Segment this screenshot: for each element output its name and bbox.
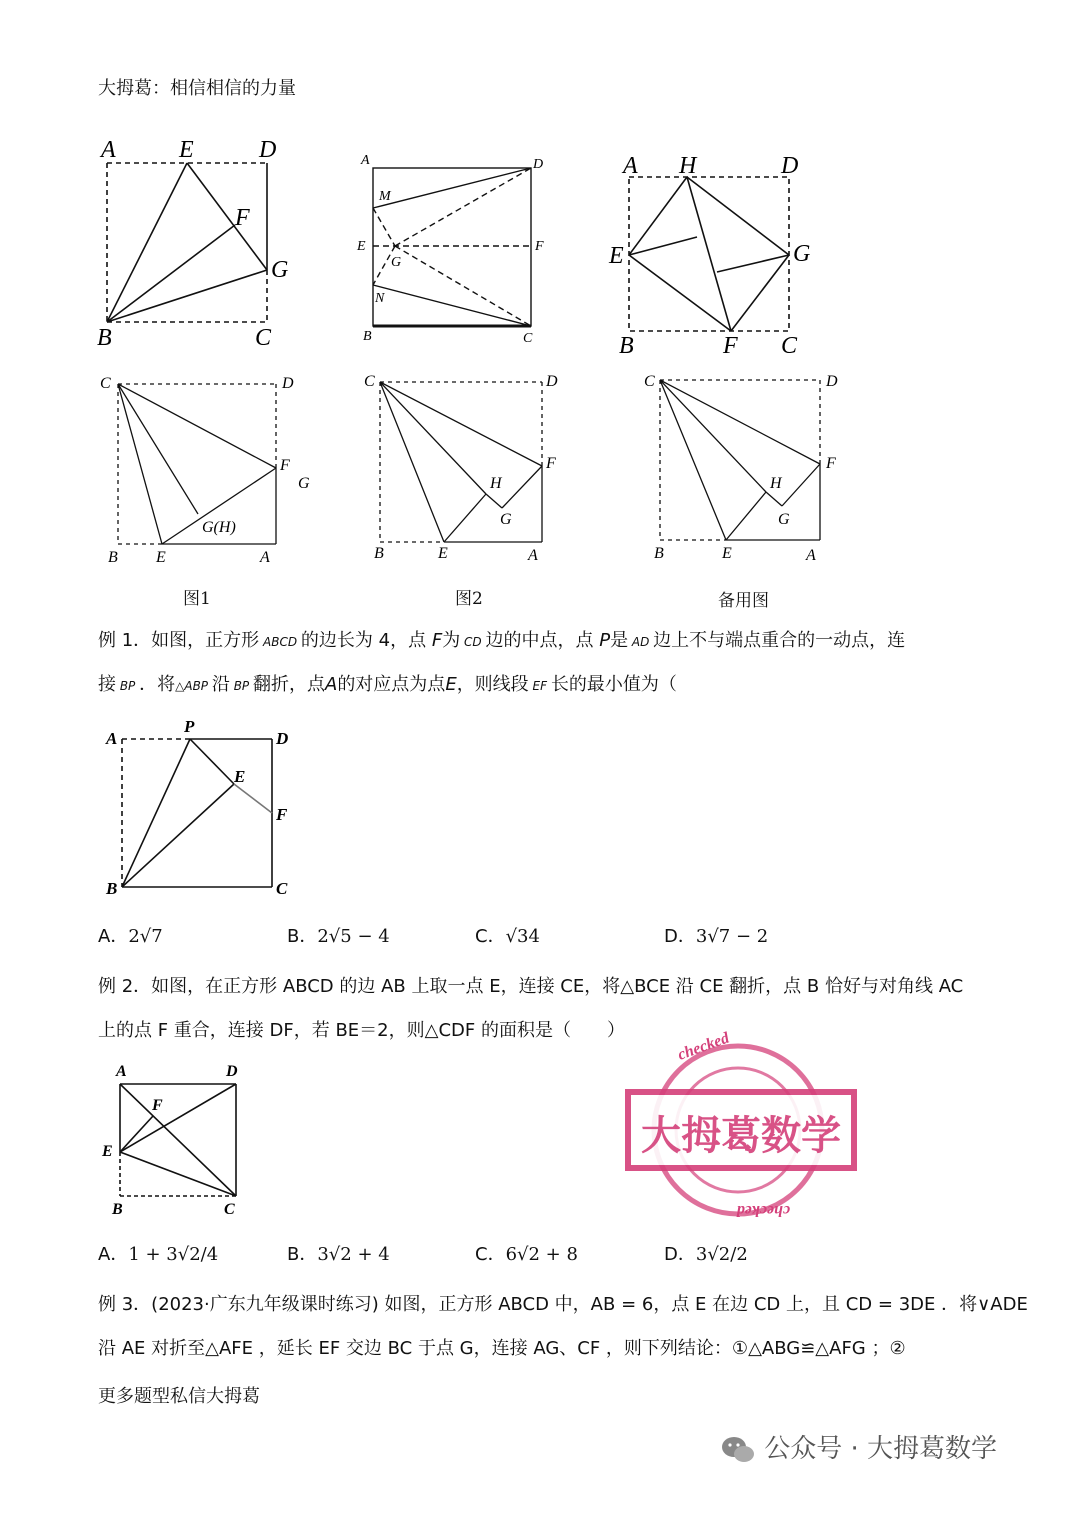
- stamp-title: 大拇葛数学: [641, 1113, 841, 1159]
- label: F: [152, 1097, 163, 1114]
- label: E: [357, 239, 366, 254]
- label: G: [500, 511, 512, 528]
- label: E: [722, 545, 732, 562]
- caption-fig2: 图2: [455, 589, 483, 609]
- footer-watermark: 公众号 · 大拇葛数学: [720, 1428, 997, 1465]
- ex3-line1: 例 3．(2023·广东九年级课时练习) 如图，正方形 ABCD 中，AB = 6，点 E 在边 CD 上，且 CD = 3DE ．将∨ADE: [98, 1294, 1028, 1315]
- label: A: [528, 547, 538, 564]
- label: H: [770, 475, 782, 492]
- label: D: [826, 373, 838, 390]
- label: C: [276, 879, 288, 898]
- label: C: [364, 373, 375, 390]
- label: D: [546, 373, 558, 390]
- ex1-line1: 例 1．如图，正方形 ABCD 的边长为 4，点 F为 CD 边的中点，点 P是 AD 边上不与端点重合的一动点，连: [98, 630, 906, 651]
- label: B: [619, 333, 634, 359]
- caption-fig1: 图1: [183, 589, 211, 609]
- ex2-option-d: D．3√2/2: [664, 1244, 748, 1265]
- label: F: [535, 239, 544, 254]
- caption-backup: 备用图: [718, 591, 769, 611]
- label: B: [363, 329, 372, 344]
- more-note: 更多题型私信大拇葛: [98, 1386, 260, 1407]
- figure-ex1: [98, 712, 308, 902]
- label: E: [102, 1143, 113, 1160]
- label: B: [108, 549, 118, 566]
- figure-bottom-2: [362, 368, 572, 568]
- label: B: [374, 545, 384, 562]
- figure-bottom-1: [100, 370, 320, 570]
- checked-stamp: [620, 1030, 860, 1230]
- label: D: [781, 153, 799, 179]
- label: G: [298, 475, 310, 492]
- wechat-icon: [720, 1435, 756, 1465]
- label: D: [226, 1063, 238, 1080]
- label: C: [255, 325, 272, 350]
- label: C: [100, 375, 111, 392]
- ex1-option-b: B．2√5 − 4: [287, 926, 390, 947]
- label: D: [533, 157, 544, 172]
- label: B: [112, 1201, 123, 1218]
- label: A: [106, 729, 118, 748]
- label: C: [224, 1201, 235, 1218]
- label: B: [654, 545, 664, 562]
- label: A: [101, 137, 116, 163]
- label: F: [280, 457, 290, 474]
- label: D: [276, 729, 289, 748]
- ex1-option-d: D．3√7 − 2: [664, 926, 769, 947]
- ex2-option-b: B．3√2 + 4: [287, 1244, 390, 1265]
- label: D: [259, 137, 277, 163]
- label: D: [282, 375, 294, 392]
- ex1-line2: 接 BP ．将△ABP 沿 BP 翻折，点A的对应点为点E，则线段 EF 长的最小值为（: [98, 674, 677, 695]
- label: F: [546, 455, 556, 472]
- ex2-line2: 上的点 F 重合，连接 DF，若 BE＝2，则△CDF 的面积是（ ）: [98, 1020, 625, 1041]
- label: F: [723, 333, 738, 359]
- label: G: [793, 241, 811, 267]
- label: E: [156, 549, 166, 566]
- label: N: [375, 291, 385, 306]
- figure-ex2: [98, 1058, 258, 1218]
- label: G: [778, 511, 790, 528]
- ex2-line1: 例 2．如图，在正方形 ABCD 的边 AB 上取一点 E，连接 CE，将△BCE 沿 CE 翻折，点 B 恰好与对角线 AC: [98, 976, 964, 997]
- ex1-option-c: C．√34: [475, 926, 540, 947]
- label: G: [391, 255, 402, 270]
- label: A: [361, 153, 370, 168]
- label: A: [623, 153, 638, 179]
- ex2-option-c: C．6√2 + 8: [475, 1244, 578, 1265]
- label: E: [609, 243, 624, 269]
- label: A: [806, 547, 816, 564]
- label: B: [97, 325, 112, 350]
- label: E: [179, 137, 194, 163]
- stamp-ring-top: checked: [675, 1030, 732, 1064]
- label: H: [679, 153, 697, 179]
- label: A: [260, 549, 270, 566]
- stamp-ring-bottom: checked: [736, 1202, 790, 1219]
- figure-top-1: [95, 135, 305, 350]
- label: A: [116, 1063, 127, 1080]
- figure-top-3: [605, 145, 825, 360]
- label: M: [379, 189, 391, 204]
- figure-top-2: [355, 150, 555, 350]
- label: E: [234, 767, 246, 786]
- label: P: [184, 717, 195, 736]
- label: G(H): [202, 519, 236, 536]
- header-title: 大拇葛：相信相信的力量: [98, 78, 296, 99]
- figure-bottom-3: [642, 366, 852, 566]
- ex2-option-a: A．1 + 3√2/4: [98, 1244, 219, 1265]
- label: F: [826, 455, 836, 472]
- ex1-option-a: A．2√7: [98, 926, 163, 947]
- ex3-line2: 沿 AE 对折至△AFE ，延长 EF 交边 BC 于点 G，连接 AG、CF ，则下列结论：①△ABG≌△AFG ；②: [98, 1338, 906, 1359]
- label: C: [781, 333, 798, 359]
- label: B: [106, 879, 118, 898]
- label: F: [276, 805, 288, 824]
- label: G: [271, 257, 289, 283]
- label: E: [438, 545, 448, 562]
- label: C: [523, 331, 533, 346]
- label: C: [644, 373, 655, 390]
- label: F: [235, 205, 250, 231]
- label: H: [490, 475, 502, 492]
